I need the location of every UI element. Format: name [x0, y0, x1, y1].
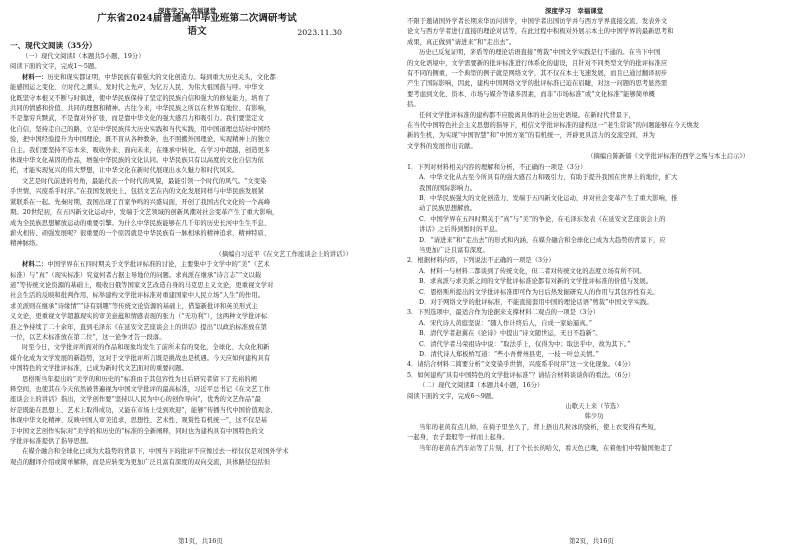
- question-2: 2．根据材料内容，下列说法不正确的一项是（3分）: [407, 257, 555, 265]
- material-2-line: 历史已反复证明，茅盾等的理论话语直接“剪裁”中国文学实践是行不通的。在当下中国: [419, 49, 661, 57]
- page-header: 深度学习 幸福课堂: [545, 7, 604, 15]
- question-option: D．对于网络文学的批评标准，不能直接套用中国的理论话语“剪裁”中国文学实践。: [419, 298, 653, 306]
- material-1-line: 验，把中国经验提升为中国理论，既不盲从各种教条，也不照搬外国理论，实现精神上的独立: [10, 136, 271, 144]
- question-option: A．材料一与材料二都谈到了传统文化，但二者对传统文化的态度立场有所不同。: [419, 267, 646, 275]
- material-1-line: 紧联系在一起。先秦时期，我国出现了百家争鸣的兴盛局面，开创了我国古代文化的一个高峰: [10, 198, 271, 206]
- page-2: [397, 0, 794, 550]
- story-title: 山歌天上来（节选）: [565, 403, 623, 411]
- material-2-line: 观点的翻译介绍或简单解释，而是应转变为更加广泛且富有深度的双向交流，具体路径包括但: [10, 458, 271, 466]
- material-2-line: 社会生活的反映和批判作用，标举建构文学批评标准对重建国家中人民立场“人生”的作用。: [10, 292, 265, 300]
- material-2-line: 要考虑到文化、资本、市场与媒介等诸多因素，而非“市场标准”或“文化标准”能够简单概: [407, 90, 655, 98]
- question-option: D．清代诗人郑板桥写道：“些小吾曹州县吏，一枝一叶总关情。”: [419, 351, 599, 358]
- question-option: 当更加广泛且富有深度。: [419, 246, 489, 254]
- material-1-line: 成为全民族思想解放运动的重要引擎。为什么中华民族能够在几千年的历史长河中生生不息、: [10, 219, 271, 227]
- instruction: 阅读下面的文字，完成6～9题。: [407, 392, 498, 400]
- exam-subject-row: [10, 25, 384, 38]
- material-1-line: 能感国运之变化、立时代之潮头、发时代之先声，为亿万人民、为伟大祖国鼓与呼。中华文: [10, 84, 264, 92]
- material-2-line: 学批评标准提供了指导思想。: [10, 438, 93, 446]
- exam-subject: 语文: [187, 26, 207, 37]
- material-1-line: 期。20世纪初，在五四新文化运动中，发端于文艺领域的创新风潮对社会变革产生了重大影响，: [10, 209, 279, 217]
- story-line: 当年的老黄在汽车站等了片刻，打了个长长的哈欠，看天色已晚，在着他们中特做国他走了: [419, 444, 673, 452]
- material-2-first-text: 中国学界在五四时期关于文学批评标准的讨论，主要集中于文学中的“美”（艺术: [47, 261, 270, 269]
- question-option: C．中国学界在五四时期关于“真”与“美”的争论，在毛泽东发表《在延安文艺座谈会上的: [419, 215, 666, 223]
- material-2-line: 好是既能在思想上、艺术上取得成功，又能在市场上受到欢迎”，能够“传播当代中国价值观念、: [10, 406, 277, 414]
- material-1-line: 不是靠穷兵黩武，不是靠对外扩张，而是靠中华文化的强大感召力和吸引力。我们要坚定文: [10, 115, 264, 123]
- sub-section-heading: （二）现代文阅读Ⅱ（本题共4小题，16分）: [419, 382, 544, 390]
- page-footer: 第1页，共16页: [178, 537, 223, 545]
- material-2-line: 论文与西方学者进行直接的理论对话等，在此过程中积极对外展示本土的中国学界的最新思考和: [407, 28, 674, 36]
- material-1-line: 自主。我们要坚持不忘本来、吸收外来、面向未来，在继承中转化，在学习中超越，创造更多: [10, 146, 271, 154]
- material-2-first-line: [10, 260, 384, 270]
- story-author: 韩少功: [584, 413, 604, 421]
- material-1-line: 精神脉络。: [10, 240, 42, 248]
- page-footer: 第2页，共16页: [569, 537, 614, 545]
- material-2-label: 材料二：: [22, 261, 48, 269]
- question-option: B．清代学者赵翼在《论诗》中提出“诗文随世运，无日不趋新”。: [419, 330, 602, 338]
- material-2-line: 道”等传统文论资源的基础上，吸收日俄等国家文艺改造自身的马克思主义文论，更重视文学对: [10, 281, 274, 289]
- material-2-source: （摘编自陈新儒《文学批评标准的西学之殇与本土启示》）: [587, 153, 749, 161]
- material-2-line: 有不同的侧重，一个典型的例子就是网络文学，其不仅在本土飞速发展，而且已通过翻译初步: [407, 70, 668, 78]
- story-line: 一起身，衣子套般等一样而上起身。: [407, 434, 509, 442]
- material-2-line: 标准）与“真”（现实标准）究竟何者占据主导地位的问题。求真派在继承“诗言志”“文以载: [10, 271, 262, 279]
- material-2-line: 释空间，也使其在今天依然被普遍视为中国文学批评的最高标准，习近平总书记《在文艺工作: [10, 386, 271, 393]
- question-option: A．中华文化从古至今所具有的强大感召力和吸引力，有助于提升我国在世界上的地位，扩大: [419, 174, 678, 182]
- material-2-line: 准之争持续了二十余年，直到毛泽东《在延安文艺座谈会上的讲话》提出“以政治标准放在第: [10, 323, 268, 331]
- material-1-line: 共同的情感和价值、共同的理想和精神。古往今来，中华民族之所以在世界有地位、有影响，: [10, 105, 271, 113]
- question-option: B．中华民族强大的文化创造力，发端于五四新文化运动，并对社会变革产生了重大影响，推: [419, 194, 678, 202]
- material-1-label: 材料一：: [22, 73, 48, 81]
- question-option: B．求真派与求美派之间的文学批评标准论都有对新的文学批评标准的价值与发展。: [419, 278, 653, 286]
- material-2-line: 求美派则在继承“诗缘情”“诗有别趣”等传统文论资源的基础上，借鉴新批评和英美形式主: [10, 302, 258, 310]
- instruction: 阅读下面的文字，完成1～5题。: [10, 63, 101, 71]
- question-3: 3．下列选项中，最适合作为论据来支撑材料二观点的一项是（3分）: [407, 309, 600, 317]
- question-option: 我国的国际影响力。: [419, 184, 477, 192]
- material-2-line: 时至今日，文学批评所面对的作品和现象均发生了前所未有的变化，全球化、大众化和新: [22, 344, 270, 352]
- material-1-line: 乎世情，兴废系乎时序。”在我国发展史上，包括文艺在内的文化发展同样与中华民族发展紧: [10, 188, 264, 196]
- material-1-first-line: [10, 73, 384, 83]
- page-2-body: [407, 17, 781, 530]
- question-4: 4．请结合材料二简要分析“文变染乎世情，兴废系乎时序”这一文化现象。（4分）: [407, 361, 635, 369]
- material-1-line: 化自信，坚持走自己的路，立足中华民族伟大历史实践和当代实践，用中国道理总结好中国经: [10, 125, 271, 133]
- material-2-line: 文学科的发展作出贡献。: [407, 142, 477, 150]
- material-2-line: 在当代中国特色社会主义思想的指导下，相信文学批评标准的建构这一“老生常谈”的问题能够在今天焕发: [407, 122, 700, 130]
- page-header: 深度学习 幸福课堂: [158, 7, 217, 15]
- exam-date: 2023.11.30: [297, 28, 342, 37]
- material-2-line: 不限于邀请国外学者长期来华访问讲学，中国学者出国访学并与西方学界直接交流、发表外文: [407, 18, 668, 25]
- material-1-source: （摘编自习近平《在文艺工作座谈会上的讲话》）: [215, 250, 352, 258]
- question-option: C．恩格斯所提出的文学批评标准即可作为日后热发掘研究人的作用与其包容性有关。: [419, 288, 659, 296]
- material-1-line: 化既坚守本根又不断与时俱进，使中华民族保持了坚定的民族自信和强大的修复能力，培育了: [10, 94, 271, 102]
- material-2-line: 义文论，更重视文学超越现实的审美意蕴和情感表现的张力（“无功利”），这两种文学批评标: [10, 313, 268, 321]
- sub-section-heading: （一）现代文阅读Ⅰ（本题共5小题，19分）: [22, 53, 145, 60]
- material-2-line: 座谈会上的讲话》指出，文学创作要“坚持以人民为中心的创作导向”，优秀的文艺作品“最: [10, 396, 261, 404]
- material-2-line: 中国特色的文学批评标准，已成为新时代文艺面对的重要问题。: [10, 365, 188, 373]
- material-2-line: 任何文学批评标准的建构都不应脱离具体的社会历史语境。在新时代背景下，: [419, 111, 635, 119]
- exam-title: 广东省2024届普通高中毕业班第二次调研考试: [97, 13, 297, 24]
- question-option: A．宋代诗人黄庭坚说：“随人作计终后人，自成一家始逼真。”: [419, 319, 593, 327]
- question-option: 动了民族思想解放。: [419, 205, 477, 213]
- material-2-line: 括。: [407, 101, 420, 109]
- material-2-line: 的文化语境中，文学需要新的批评标准进行体系化的建设，且针对不同类型文学的批评标准应: [407, 59, 668, 67]
- material-2-line: 新的生机，为实现“中国智慧”和“中国方案”的有机统一，开辟更具活力的交流空间，并为: [407, 132, 655, 140]
- material-2-line: 产生了国际影响，因此，建构中国网络文学的批评标准已迫在眉睫，对这一问题的思考显然需: [407, 80, 668, 88]
- material-2-line: 一位，以艺术标准放在第二位”，这一论争才告一段落。: [10, 333, 166, 341]
- material-1-line: 托，才能实现复兴的伟大梦想，让中华文化在新时代展现出永久魅力和时代风采。: [10, 167, 239, 175]
- question-option: D．“请进来”和“走出去”的形式和内涵，在媒介融合和全球化已成为大趋势的背景下，应: [419, 236, 666, 244]
- material-1-line: 文艺是时代前进的号角，最能代表一个时代的风貌，最能引领一个时代的风气。“文变染: [22, 177, 267, 185]
- story-line: 当年的老黄有点儿帅，在椅子里坐久了，背上捂出几粒冰的骁析，使上衣变得有些短，: [419, 423, 661, 431]
- material-2-line: 体现中华文化精神、反映中国人审美追求，思想性、艺术性、观赏性有机统一”，这不仅是基: [10, 417, 268, 425]
- question-option: 讲话》之后得到暂时的平息。: [419, 226, 502, 234]
- section-heading: 一、现代文阅读（35分）: [10, 41, 97, 50]
- page-1-body: [10, 12, 384, 525]
- question-1: 1．下列对材料相关内容的理解和分析，不正确的一项是（3分）: [407, 163, 587, 171]
- material-2-line: 在媒介融合和全球化已成为大趋势的背景下，中国当下的批评不应像过去一样仅仅是对国外学术: [22, 448, 289, 456]
- material-2-line: 成果，真正做到“请进来”和“走出去”。: [407, 38, 516, 46]
- material-1-line: 薪火相传、顽强发展呢？很重要的一个原因就是中华民族有一脉相承的精神追求、精神特质、: [10, 229, 271, 237]
- material-1-first-text: 历史和现实都证明，中华民族有着强大的文化创造力。每到重大历史关头，文化都: [47, 73, 276, 81]
- question-5: 5．如何建构“具有中国特色的文学批评标准”？请结合材料谈谈你的看法。（6分）: [407, 371, 635, 379]
- question-option: C．清代学者马荣祖诗中说：“取法乎上，仅得为中；取法乎中，故为其下。”: [419, 340, 631, 348]
- material-2-line: 于中国文艺创作实际对“美学的和历史的”标准的全新阐释，同时也为建构具有中国特色的文: [10, 427, 265, 435]
- material-1-line: 体现中华文化基因的作品，增强中华民族的文化认同。中华民族只有以高度的文化自信为依: [10, 157, 264, 165]
- material-2-line: 思格斯当年提出的“美学的和历史的”标准由于其包容性为日后研究者留下了充裕的阐: [22, 375, 258, 383]
- material-2-line: 媒介化成为文学发展的新趋势，这对于文学批评所言既是挑战也是机遇。今天应如何建构具有: [10, 354, 271, 362]
